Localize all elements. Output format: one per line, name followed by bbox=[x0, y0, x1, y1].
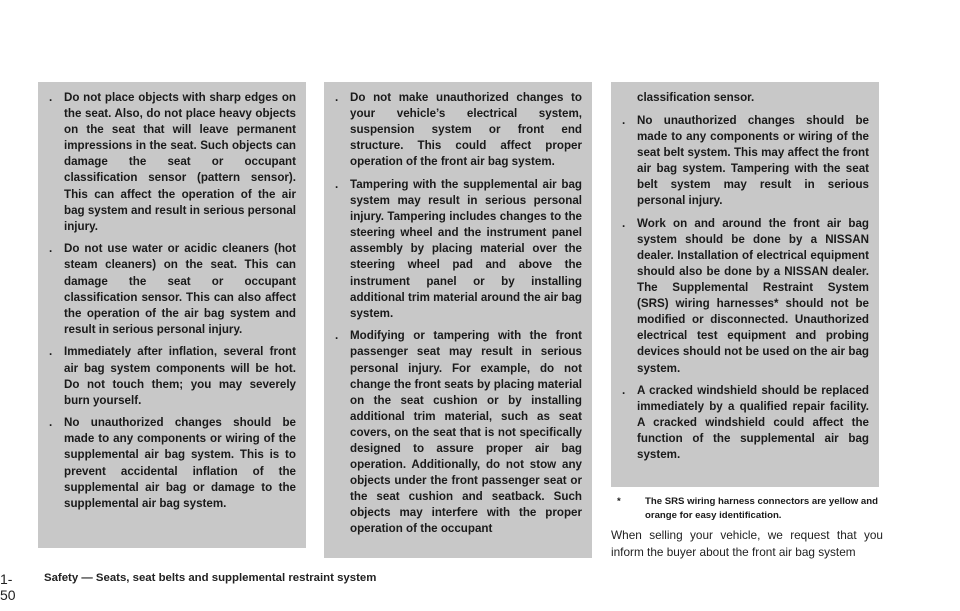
bullet-mark: . bbox=[622, 113, 626, 127]
body-paragraph: When selling your vehicle, we request that you inform the buyer about the front air bag system bbox=[611, 528, 883, 559]
warning-item: . Do not make unauthorized changes to your vehicle’s electrical system, suspension system or front end structure. This could affect proper operation of the front air bag system. bbox=[335, 91, 582, 169]
footnote-text: The SRS wiring harness connectors are yellow and orange for easy identification. bbox=[645, 496, 878, 521]
warning-list-2 bbox=[324, 82, 592, 538]
warning-panel-3 bbox=[611, 82, 879, 487]
warning-panel-2 bbox=[324, 82, 592, 558]
warning-item: . Tampering with the supplemental air bag system may result in serious personal injury. Tampering includes changes to the steering wheel and the instrument panel assembly by placing material over the steering wheel pad and above the instrument panel or by installing additional trim material around the air bag system. bbox=[335, 177, 582, 320]
warning-item: . Immediately after inflation, several front air bag system components will be hot. Do not touch them; you may severely burn yourself. bbox=[49, 345, 296, 407]
bullet-mark: . bbox=[335, 91, 339, 104]
bullet-mark: . bbox=[49, 345, 53, 359]
warning-item: . No unauthorized changes should be made to any components or wiring of the seat belt system. This may affect the front air bag system. Tampering with the seat belt system may result in serious personal injury. bbox=[622, 113, 869, 208]
footnote-mark: * bbox=[617, 496, 621, 507]
bullet-mark: . bbox=[49, 416, 53, 430]
warning-panel-1 bbox=[38, 82, 306, 548]
section-title: Safety — Seats, seat belts and supplemental restraint system bbox=[44, 572, 377, 584]
bullet-mark: . bbox=[49, 242, 53, 256]
warning-item: . Do not use water or acidic cleaners (hot steam cleaners) on the seat. This can damage the seat or occupant classification sensor. This can also affect the operation of the air bag system and result in serious personal injury. bbox=[49, 242, 296, 336]
warning-item: . No unauthorized changes should be made to any components or wiring of the supplemental air bag system. This is to prevent accidental inflation of the supplemental air bag or damage to the supplemental air bag system. bbox=[49, 416, 296, 510]
warning-item: . Work on and around the front air bag system should be done by a NISSAN dealer. Installation of electrical equipment should also be done by a NISSAN dealer. The Supplemental Restraint System (SRS) wiring harnesses* should not be modified or disconnected. Unauthorized electrical test equipment and probing devices should not be used on the air bag system. bbox=[622, 216, 869, 375]
warning-item: . Modifying or tampering with the front passenger seat may result in serious personal injury. For example, do not change the front seats by placing material on the seat cushion or by installing additional trim material, such as seat covers, on the seat that is not specifically designed to assure proper air bag operation. Additionally, do not stow any objects under the front passenger seat or the seat cushion and seatback. Such objects may interfere with the proper operation of the occupant bbox=[335, 329, 582, 536]
bullet-mark: . bbox=[335, 329, 339, 343]
bullet-mark: . bbox=[49, 91, 53, 104]
continued-text: classification sensor. bbox=[637, 91, 755, 104]
bullet-mark: . bbox=[622, 216, 626, 230]
page-number: 1-50 bbox=[0, 571, 16, 603]
bullet-mark: . bbox=[622, 384, 626, 398]
bullet-mark: . bbox=[335, 177, 339, 191]
warning-item: . A cracked windshield should be replaced immediately by a qualified repair facility. A cracked windshield could affect the function of the supplemental air bag system. bbox=[622, 384, 869, 462]
footnote bbox=[611, 495, 881, 522]
warning-list-3 bbox=[611, 113, 879, 464]
warning-list-1 bbox=[38, 82, 306, 512]
warning-item: . Do not place objects with sharp edges on the seat. Also, do not place heavy objects on the seat that will leave permanent impressions in the seat. Such objects can damage the seat or occupant classification sensor (pattern sensor). This can affect the operation of the air bag system and result in serious personal injury. bbox=[49, 91, 296, 233]
